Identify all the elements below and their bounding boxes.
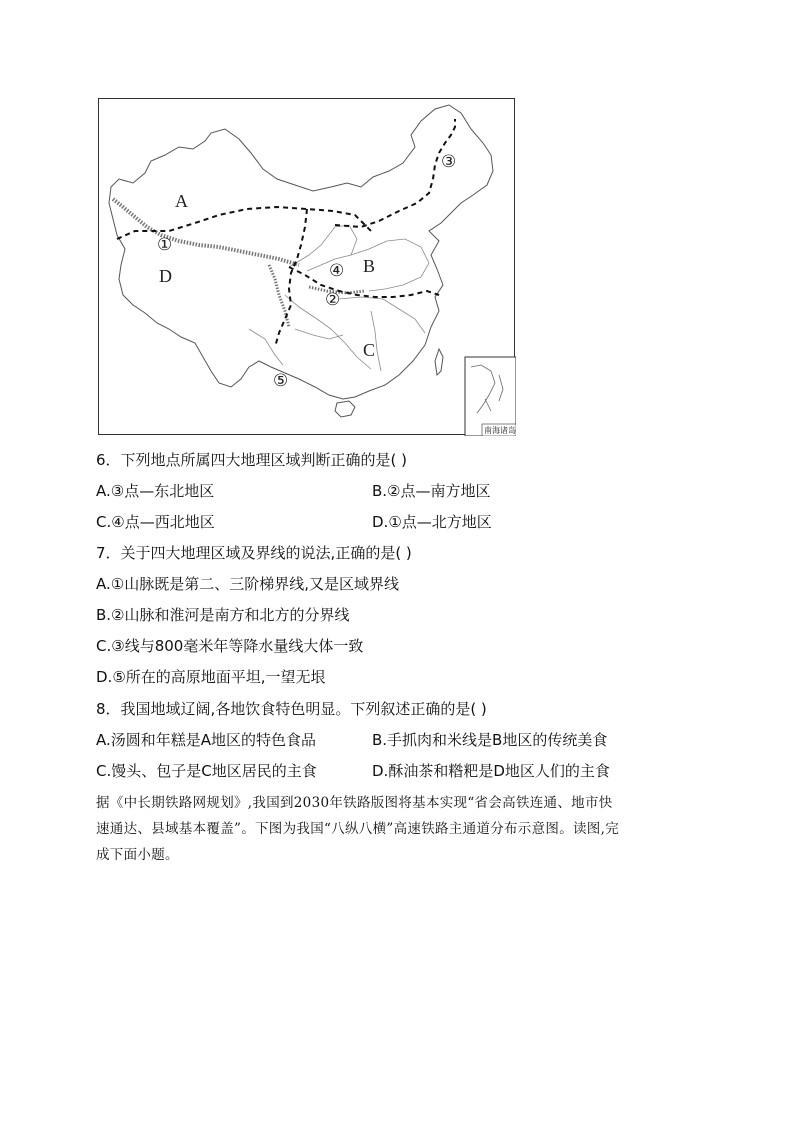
point-label-2: ②: [325, 290, 341, 309]
north-northwest-boundary: [117, 207, 371, 239]
china-regions-map: [98, 98, 515, 435]
question-7-option-d[interactable]: D.⑤所在的高原地面平坦,一望无垠: [96, 668, 326, 686]
question-6-option-d[interactable]: D.①点—北方地区: [372, 513, 492, 531]
region-label-d: D: [159, 266, 172, 286]
northeast-boundary: [335, 119, 455, 227]
question-6-option-b[interactable]: B.②点—南方地区: [372, 482, 491, 500]
question-8-option-b[interactable]: B.手抓肉和米线是B地区的传统美食: [372, 731, 608, 749]
question-6-option-c[interactable]: C.④点—西北地区: [96, 513, 215, 531]
inset-label: 南海诸岛: [484, 426, 516, 435]
question-7-stem: 7．关于四大地理区域及界线的说法,正确的是( ): [96, 544, 412, 562]
question-7-option-c[interactable]: C.③线与800毫米年等降水量线大体一致: [96, 637, 364, 655]
question-7-option-b[interactable]: B.②山脉和淮河是南方和北方的分界线: [96, 606, 350, 624]
point-label-4: ④: [329, 261, 345, 280]
hainan-island: [335, 401, 355, 417]
intro-line-3: 成下面小题。: [96, 847, 179, 863]
taiwan-island: [435, 349, 443, 375]
region-label-b: B: [363, 256, 376, 276]
map-svg: [99, 99, 516, 436]
point-label-3: ③: [441, 152, 457, 171]
point-label-1: ①: [157, 235, 173, 254]
question-8-stem: 8．我国地域辽阔,各地饮食特色明显。下列叙述正确的是( ): [96, 700, 487, 718]
kunlun-mountains: [113, 199, 299, 265]
intro-line-2: 速通达、县域基本覆盖”。下图为我国“八纵八横”高速铁路主通道分布示意图。读图,完: [96, 821, 619, 837]
question-6-option-a[interactable]: A.③点—东北地区: [96, 482, 215, 500]
question-6-stem: 6．下列地点所属四大地理区域判断正确的是( ): [96, 451, 408, 469]
question-8-option-a[interactable]: A.汤圆和年糕是A地区的特色食品: [96, 731, 317, 749]
point-label-5: ⑤: [273, 371, 289, 390]
next-questions-intro: [96, 790, 706, 868]
intro-line-1: 据《中长期铁路网规划》,我国到2030年铁路版图将基本实现“省会高铁连通、地市快: [96, 795, 613, 811]
region-label-a: A: [175, 191, 188, 211]
question-8-option-c[interactable]: C.馒头、包子是C地区居民的主食: [96, 762, 317, 780]
west-boundary: [275, 209, 307, 347]
question-7-option-a[interactable]: A.①山脉既是第二、三阶梯界线,又是区域界线: [96, 575, 399, 593]
question-8-option-d[interactable]: D.酥油茶和糌粑是D地区人们的主食: [372, 762, 610, 780]
region-label-c: C: [363, 340, 376, 360]
